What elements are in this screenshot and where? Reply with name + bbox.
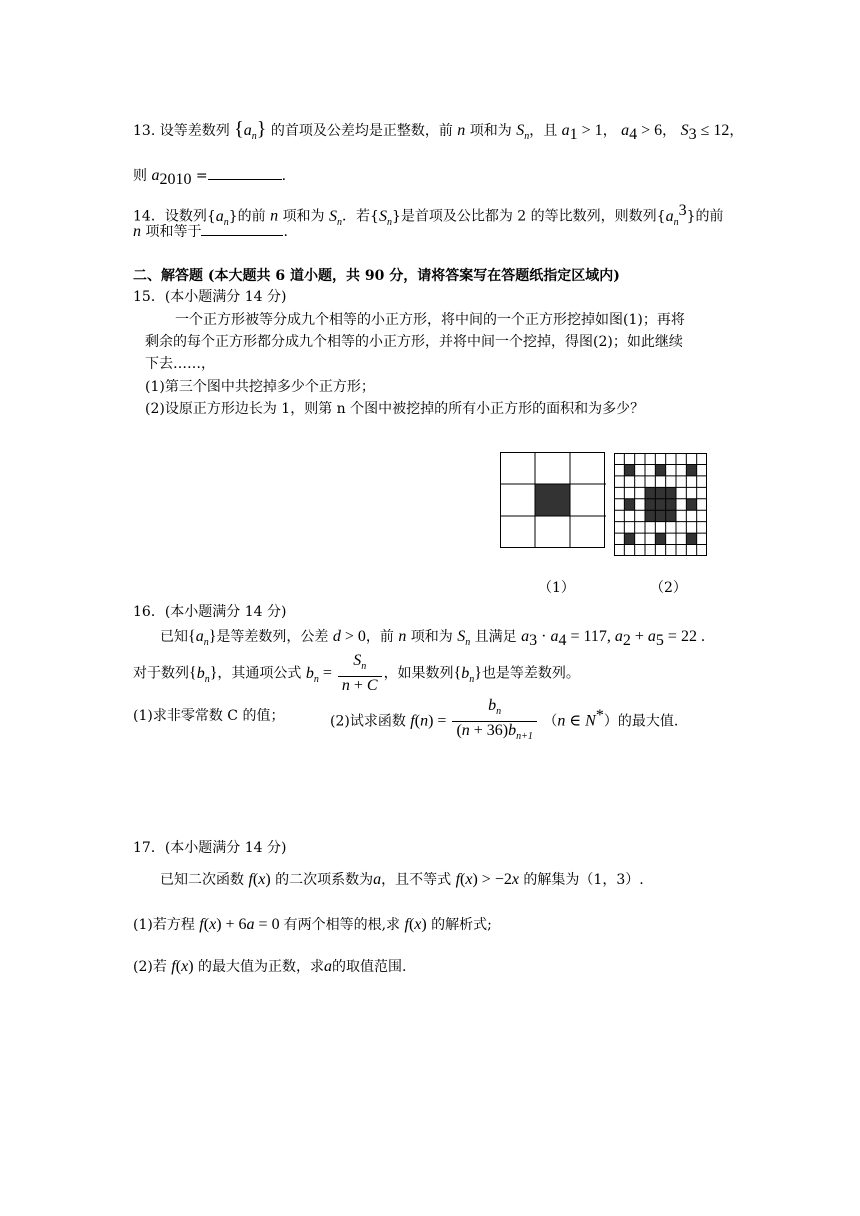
q13-line2: 则 $a_{2010}$ = . (133, 167, 287, 188)
figure-1 (500, 452, 606, 548)
q14-line1: 14．设数列$\{a_n\}$的前 n 项和为 $S_n$．若$\{S_n\}$是首项及公比都为 2 的等比数列，则数列$\{a_n^3\}$的前 (133, 202, 724, 228)
q17-line1: 已知二次函数 f(x) 的二次项系数为a，且不等式 f(x) > −2x 的解集为（1，3）. (160, 871, 644, 888)
q16-header: 16．(本小题满分 14 分) (133, 604, 287, 620)
q17-header: 17．(本小题满分 14 分) (133, 840, 287, 856)
q15-header: 15．(本小题满分 14 分) (133, 289, 287, 305)
figure-2-filled-cell (686, 533, 696, 544)
section-title: 二、解答题 (本大题共 6 道小题，共 90 分，请将答案写在答题纸指定区域内) (133, 268, 620, 284)
figure-2-filled-cell (655, 487, 665, 498)
q15-subquestion-2: (2)设原正方形边长为 1，则第 n 个图中被挖掉的所有小正方形的面积和为多少？ (145, 401, 645, 417)
figure-2-filled-cell (666, 510, 676, 521)
figure-1-caption: （1） (538, 580, 575, 596)
q15-paragraph-line3: 下去……， (145, 356, 215, 372)
q14-line2: n 项和等于 . (133, 223, 288, 240)
figure-2 (614, 453, 707, 556)
figure-2-filled-cell (645, 499, 655, 510)
q16-subquestion-2: (2)试求函数 f(n) = $\frac{b_n}{(n + 36)b_{n+1}}$ （n ∈ N*）的最大值. (330, 697, 678, 746)
q15-subquestion-1: (1)第三个图中共挖掉多少个正方形； (145, 379, 375, 395)
figure-2-filled-cell (686, 464, 696, 475)
q16-line2: 对于数列$\{b_n\}$，其通项公式 $b_n$ = $\frac{S_n}{n + C}$ ，如果数列$\{b_n\}$也是等差数列。 (133, 652, 580, 695)
figure-2-filled-cell (624, 464, 634, 475)
figure-2-filled-cell (655, 464, 665, 475)
figure-2-filled-cell (645, 510, 655, 521)
figure-1-center-filled (535, 484, 570, 516)
figure-2-filled-cell (655, 499, 665, 510)
figure-2-filled-cell (666, 487, 676, 498)
figure-2-filled-cell (645, 487, 655, 498)
q15-paragraph-line1: 一个正方形被等分成九个相等的小正方形，将中间的一个正方形挖掉如图(1)；再将 (175, 312, 685, 328)
figure-2-filled-cell (624, 533, 634, 544)
q17-subquestion-1: (1)若方程 f(x) + 6a = 0 有两个相等的根,求 f(x) 的解析式; (133, 916, 492, 933)
figure-2-caption: （2） (650, 580, 687, 596)
figure-2-filled-cell (686, 499, 696, 510)
answer-blank[interactable] (201, 223, 283, 236)
q16-subquestion-1: (1)求非零常数 C 的值； (133, 708, 285, 724)
answer-blank[interactable] (208, 167, 282, 180)
fraction-bn: $\frac{S_n}{n + C}$ (338, 652, 382, 695)
figure-2-filled-cell (655, 510, 665, 521)
q17-subquestion-2: (2)若 f(x) 的最大值为正数，求a的取值范围. (133, 958, 407, 975)
q13-line1: 13. 设等差数列 $\{a_n\}$ 的首项及公差均是正整数，前 n 项和为 $S_n$，且 $a_1 > 1$， $a_4 > 6$， $S_3 \le 12$， (133, 118, 744, 143)
fraction-fn: $\frac{b_n}{(n + 36)b_{n+1}}$ (452, 697, 536, 746)
figure-2-filled-cell (624, 499, 634, 510)
q15-paragraph-line2: 剩余的每个正方形都分成九个相等的小正方形，并将中间一个挖掉，得图(2)；如此继续 (145, 334, 683, 350)
q16-line1: 已知$\{a_n\}$是等差数列，公差 d > 0，前 n 项和为 $S_n$ 且满足 $a_3 \cdot a_4 = 117$, $a_2 + a_5 = 22$ . (160, 628, 705, 649)
figure-2-filled-cell (666, 499, 676, 510)
figure-2-filled-cell (655, 533, 665, 544)
